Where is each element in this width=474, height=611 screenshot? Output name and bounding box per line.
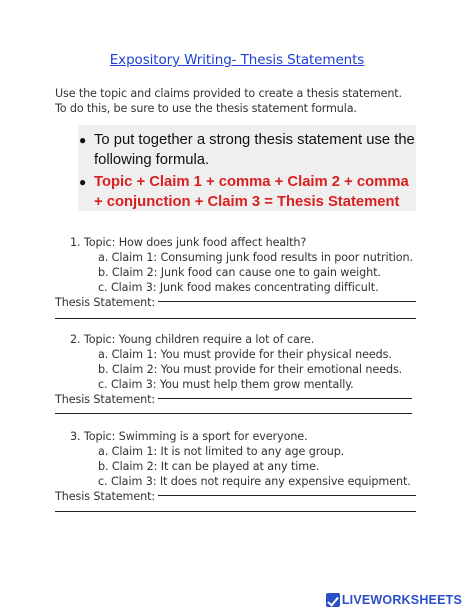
formula-bullet-1-text: To put together a strong thesis statement use the following formula. <box>94 132 415 168</box>
bullet-icon: ● <box>79 133 87 147</box>
question-3-claim-b: b. Claim 2: It can be played at any time. <box>98 460 320 473</box>
question-3-claim-c: c. Claim 3: It does not require any expensive equipment. <box>98 475 411 488</box>
formula-box <box>78 125 416 211</box>
question-3-topic: 3. Topic: Swimming is a sport for everyone. <box>70 430 308 443</box>
bullet-icon: ● <box>79 175 87 189</box>
worksheet-title: Expository Writing- Thesis Statements <box>109 52 365 68</box>
question-2-answer-line-1[interactable] <box>158 398 412 399</box>
question-1-topic: 1. Topic: How does junk food affect health? <box>70 236 307 249</box>
liveworksheets-logo <box>326 591 462 609</box>
question-2-topic: 2. Topic: Young children require a lot of care. <box>70 333 315 346</box>
question-3-answer-line-2[interactable] <box>55 511 416 512</box>
question-1-answer-line-1[interactable] <box>158 301 416 302</box>
question-2-claim-c: c. Claim 3: You must help them grow mentally. <box>98 378 354 391</box>
question-3-answer-line-1[interactable] <box>158 495 416 496</box>
question-1-claim-b: b. Claim 2: Junk food can cause one to gain weight. <box>98 266 381 279</box>
question-2-answer-line-2[interactable] <box>55 413 412 414</box>
question-1-claim-a: a. Claim 1: Consuming junk food results in poor nutrition. <box>98 251 413 264</box>
checkmark-icon <box>326 593 340 607</box>
formula-bullet-2-text: Topic + Claim 1 + comma + Claim 2 + comma + conjunction + Claim 3 = Thesis Statement <box>94 174 409 210</box>
question-1-claim-c: c. Claim 3: Junk food makes concentrating difficult. <box>98 281 379 294</box>
question-2-thesis-label: Thesis Statement: <box>55 393 156 406</box>
question-3-claim-a: a. Claim 1: It is not limited to any age group. <box>98 445 345 458</box>
instructions <box>55 86 435 116</box>
instructions-line-1: Use the topic and claims provided to create a thesis statement. <box>55 87 402 100</box>
instructions-line-2: To do this, be sure to use the thesis statement formula. <box>55 102 357 115</box>
question-2-claim-a: a. Claim 1: You must provide for their physical needs. <box>98 348 392 361</box>
question-3-thesis-label: Thesis Statement: <box>55 490 156 503</box>
question-1-thesis-label: Thesis Statement: <box>55 296 156 309</box>
question-2-claim-b: b. Claim 2: You must provide for their emotional needs. <box>98 363 403 376</box>
question-1-answer-line-2[interactable] <box>55 318 416 319</box>
logo-text: LIVEWORKSHEETS <box>341 593 462 607</box>
